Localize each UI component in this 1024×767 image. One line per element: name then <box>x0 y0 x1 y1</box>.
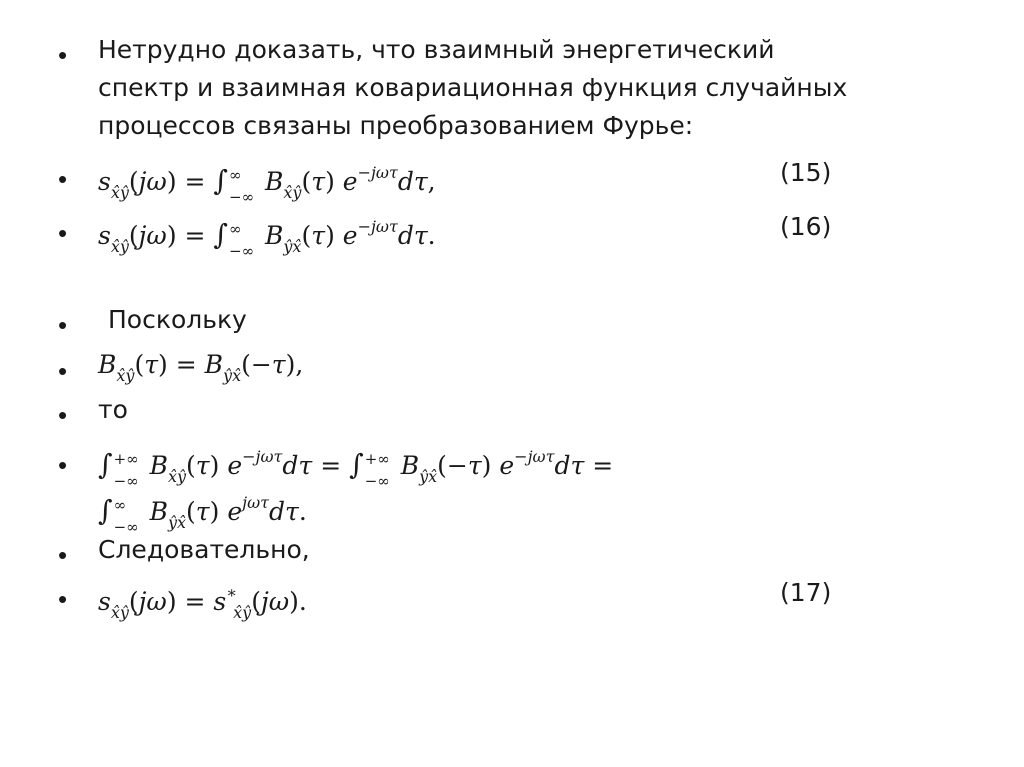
bullet-icon: • <box>58 40 68 70</box>
hence-text: Следовательно, <box>98 535 310 564</box>
bullet-icon: • <box>58 356 68 386</box>
equation-17: $s_{x̂ŷ}(j\omega) = s^∗_{x̂ŷ}(j\omega)$. <box>98 583 307 622</box>
integral-derivation-line-2: ∫ ∞ −∞ $B_{ŷx̂}(\tau)$ $e^{j\omega\tau}d\tau$. <box>98 493 307 536</box>
equation-15: $s_{x̂ŷ}(j\omega)$ = ∫ ∞ −∞ $B_{x̂ŷ}(\tau)$ $e^{-j\omega\tau}d\tau$, <box>98 163 436 206</box>
intro-line-2: спектр и взаимная ковариационная функция случайных <box>98 73 848 102</box>
integral-derivation-line-1: ∫ +∞ −∞ $B_{x̂ŷ}(\tau) e^{-j\omega\tau}d\tau$ = ∫ +∞ −∞ $B_{ŷx̂}(-\tau) e^{-j\omega\tau}d\tau$ = <box>98 447 614 490</box>
intro-line-3: процессов связаны преобразованием Фурье: <box>98 111 694 140</box>
bullet-icon: • <box>58 218 68 248</box>
bullet-icon: • <box>58 540 68 570</box>
bullet-icon: • <box>58 310 68 340</box>
covariance-relation: $B_{x̂ŷ}(\tau) = B_{ŷx̂}(-\tau)$, <box>98 350 304 385</box>
since-text: Поскольку <box>108 305 247 334</box>
equation-16-number: (16) <box>780 212 832 241</box>
then-text: то <box>98 395 128 424</box>
bullet-icon: • <box>58 450 68 480</box>
bullet-icon: • <box>58 584 68 614</box>
equation-17-number: (17) <box>780 578 832 607</box>
equation-16: $s_{x̂ŷ}(j\omega)$ = ∫ ∞ −∞ $B_{ŷx̂}(\tau)$ $e^{-j\omega\tau}d\tau$. <box>98 217 436 260</box>
bullet-icon: • <box>58 164 68 194</box>
bullet-icon: • <box>58 400 68 430</box>
intro-line-1: Нетрудно доказать, что взаимный энергетический <box>98 35 775 64</box>
equation-15-number: (15) <box>780 158 832 187</box>
